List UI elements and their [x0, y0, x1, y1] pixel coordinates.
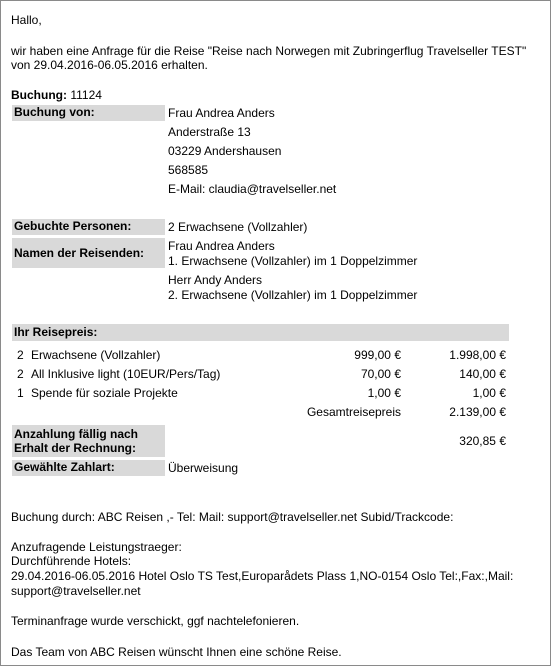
closing: Das Team von ABC Reisen wünscht Ihnen eine schöne Reise. — [11, 645, 342, 659]
persons-label: Gebuchte Personen: — [12, 219, 165, 235]
booking-label: Buchung: — [11, 88, 67, 102]
price-row-2-desc: All Inklusive light (10EUR/Pers/Tag) — [31, 367, 221, 381]
deposit-label — [12, 425, 165, 457]
price-row-2-qty: 2 — [17, 367, 24, 381]
intro-line-2: von 29.04.2016-06.05.2016 erhalten. — [11, 58, 208, 72]
greeting: Hallo, — [11, 13, 42, 27]
price-row-3-total: 1,00 € — [472, 386, 506, 400]
traveler-1-name: Frau Andrea Anders — [168, 239, 275, 253]
travelers-label: Namen der Reisenden: — [12, 238, 165, 268]
deposit-label-line-2: Erhalt der Rechnung: — [14, 441, 137, 455]
booked-by-label: Buchung von: — [12, 105, 165, 121]
deposit-value: 320,85 € — [459, 434, 506, 448]
price-row-1-desc: Erwachsene (Vollzahler) — [31, 348, 161, 362]
hotel-line-2: support@travelseller.net — [11, 584, 141, 598]
deposit-label-line-1: Anzahlung fällig nach — [14, 427, 139, 441]
persons-value: 2 Erwachsene (Vollzahler) — [168, 220, 308, 234]
booked-by-city: 03229 Andershausen — [168, 144, 282, 158]
booking-number: 11124 — [70, 88, 102, 102]
price-total-label: Gesamtreisepreis — [306, 405, 401, 419]
provider-label: Anzufragende Leistungstraeger: — [11, 540, 182, 554]
price-total-value: 2.139,00 € — [449, 405, 506, 419]
booked-by-name: Frau Andrea Anders — [168, 106, 275, 120]
note: Terminanfrage wurde verschickt, ggf nachtelefonieren. — [11, 614, 300, 628]
traveler-2-detail: 2. Erwachsene (Vollzahler) im 1 Doppelzimmer — [168, 288, 418, 302]
price-row-1-unit: 999,00 € — [354, 348, 401, 362]
price-header: Ihr Reisepreis: — [12, 324, 509, 341]
hotel-line-1: 29.04.2016-06.05.2016 Hotel Oslo TS Test,Europarådets Plass 1,NO-0154 Oslo Tel:,Fax:,Mail: — [11, 569, 514, 583]
intro-line-1: wir haben eine Anfrage für die Reise "Reise nach Norwegen mit Zubringerflug Travelseller TEST" — [11, 44, 527, 58]
payment-label: Gewählte Zahlart: — [12, 460, 165, 476]
payment-value: Überweisung — [168, 461, 239, 475]
booked-by-email: E-Mail: claudia@travelseller.net — [168, 182, 337, 196]
booked-by-street: Anderstraße 13 — [168, 125, 251, 139]
booking-line — [11, 88, 102, 102]
price-row-2-total: 140,00 € — [459, 367, 506, 381]
price-row-2-unit: 70,00 € — [360, 367, 401, 381]
booked-through: Buchung durch: ABC Reisen ,- Tel: Mail: support@travelseller.net Subid/Trackcode: — [11, 510, 454, 524]
price-row-3-qty: 1 — [17, 386, 24, 400]
hotels-label: Durchführende Hotels: — [11, 554, 132, 568]
price-row-3-desc: Spende für soziale Projekte — [31, 386, 178, 400]
traveler-2-name: Herr Andy Anders — [168, 273, 263, 287]
booked-by-phone: 568585 — [168, 163, 209, 177]
price-row-1-qty: 2 — [17, 348, 24, 362]
traveler-1-detail: 1. Erwachsene (Vollzahler) im 1 Doppelzimmer — [168, 254, 418, 268]
price-row-3-unit: 1,00 € — [367, 386, 401, 400]
price-row-1-total: 1.998,00 € — [449, 348, 506, 362]
